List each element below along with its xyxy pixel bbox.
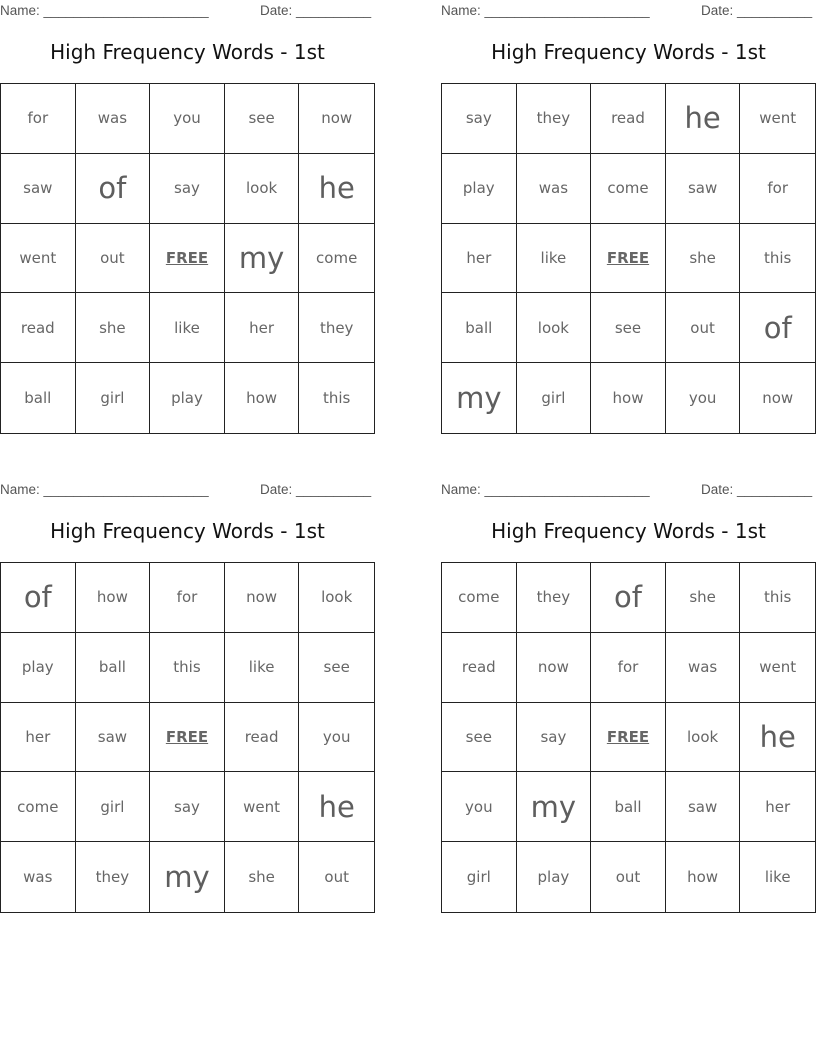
date-field-label: Date: __________ [260, 482, 372, 497]
date-field-label: Date: __________ [701, 482, 813, 497]
word-cell: girl [442, 842, 517, 912]
word-cell: for [150, 563, 225, 633]
word-cell: like [764, 868, 791, 887]
word-cell: now [517, 633, 592, 703]
word-cell: went [225, 772, 300, 842]
word-cell: like [517, 224, 592, 294]
word-cell: ball [442, 293, 517, 363]
word-cell: they [517, 563, 592, 633]
word-cell: say [442, 84, 517, 154]
word-cell: ball [76, 633, 151, 703]
word-cell: like [150, 293, 225, 363]
word-cell: read [442, 633, 517, 703]
word-cell: went [740, 84, 815, 154]
name-field-label: Name: ______________________ [0, 482, 209, 497]
word-cell: her [442, 224, 517, 294]
word-cell: of [591, 563, 666, 633]
word-cell: play [150, 363, 225, 433]
word-cell: you [666, 363, 741, 433]
free-space-cell: FREE [150, 703, 225, 773]
word-cell: see [591, 293, 666, 363]
bingo-card [441, 479, 816, 919]
word-cell: girl [517, 363, 592, 433]
word-cell: read [225, 703, 300, 773]
word-cell: of [740, 293, 815, 363]
word-cell: how [591, 363, 666, 433]
word-cell: he [740, 703, 815, 773]
word-cell: now [225, 563, 300, 633]
word-cell: they [517, 84, 592, 154]
free-space-cell: FREE [150, 224, 225, 294]
word-cell: play [442, 154, 517, 224]
word-cell: they [299, 293, 374, 363]
date-field-label: Date: __________ [701, 3, 813, 18]
word-cell: this [150, 633, 225, 703]
card-title: High Frequency Words - 1st [50, 40, 325, 64]
word-cell: for [591, 633, 666, 703]
word-cell: come [1, 772, 76, 842]
name-field-label: Name: ______________________ [441, 482, 650, 497]
word-cell: this [323, 389, 351, 408]
word-cell: saw [666, 154, 741, 224]
bingo-grid [441, 562, 816, 913]
name-field-label: Name: ______________________ [0, 3, 209, 18]
word-cell: like [225, 633, 300, 703]
word-cell: he [666, 84, 741, 154]
word-cell: he [299, 772, 374, 842]
word-cell: for [740, 154, 815, 224]
word-cell: come [591, 154, 666, 224]
word-cell: of [76, 154, 151, 224]
word-cell: see [299, 633, 374, 703]
bingo-card [0, 479, 375, 919]
word-cell: saw [76, 703, 151, 773]
word-cell: was [1, 842, 76, 912]
word-cell: of [1, 563, 76, 633]
word-cell: was [517, 154, 592, 224]
word-cell: come [299, 224, 374, 294]
word-cell: now [299, 84, 374, 154]
word-cell: her [740, 772, 815, 842]
word-cell: out [666, 293, 741, 363]
bingo-card [0, 0, 375, 440]
word-cell: out [324, 868, 349, 887]
word-cell: saw [1, 154, 76, 224]
word-cell: she [666, 563, 741, 633]
word-cell: she [666, 224, 741, 294]
word-cell: say [150, 772, 225, 842]
name-field-label: Name: ______________________ [441, 3, 650, 18]
card-title: High Frequency Words - 1st [491, 40, 766, 64]
word-cell: he [299, 154, 374, 224]
card-title: High Frequency Words - 1st [491, 519, 766, 543]
word-cell: see [225, 84, 300, 154]
word-cell: my [517, 772, 592, 842]
word-cell: how [225, 363, 300, 433]
word-cell: you [442, 772, 517, 842]
word-cell: her [1, 703, 76, 773]
word-cell: this [740, 224, 815, 294]
word-cell: was [666, 633, 741, 703]
word-cell: look [299, 563, 374, 633]
word-cell: she [76, 293, 151, 363]
free-space-cell: FREE [591, 224, 666, 294]
word-cell: her [225, 293, 300, 363]
word-cell: look [225, 154, 300, 224]
word-cell: she [225, 842, 300, 912]
word-cell: out [76, 224, 151, 294]
word-cell: you [150, 84, 225, 154]
word-cell: for [1, 84, 76, 154]
word-cell: look [666, 703, 741, 773]
word-cell: say [150, 154, 225, 224]
word-cell: girl [76, 772, 151, 842]
bingo-grid [0, 83, 375, 434]
card-title: High Frequency Words - 1st [50, 519, 325, 543]
word-cell: saw [666, 772, 741, 842]
word-cell: ball [591, 772, 666, 842]
word-cell: out [591, 842, 666, 912]
word-cell: you [299, 703, 374, 773]
word-cell: see [442, 703, 517, 773]
word-cell: look [517, 293, 592, 363]
bingo-grid [0, 562, 375, 913]
word-cell: how [666, 842, 741, 912]
bingo-grid [441, 83, 816, 434]
word-cell: play [517, 842, 592, 912]
word-cell: went [740, 633, 815, 703]
word-cell: now [762, 389, 794, 408]
word-cell: ball [1, 363, 76, 433]
word-cell: my [150, 842, 225, 912]
word-cell: girl [76, 363, 151, 433]
word-cell: come [442, 563, 517, 633]
word-cell: play [1, 633, 76, 703]
word-cell: how [76, 563, 151, 633]
word-cell: say [517, 703, 592, 773]
bingo-card [441, 0, 816, 440]
word-cell: this [740, 563, 815, 633]
word-cell: my [442, 363, 517, 433]
word-cell: my [225, 224, 300, 294]
word-cell: read [1, 293, 76, 363]
word-cell: they [76, 842, 151, 912]
word-cell: was [76, 84, 151, 154]
word-cell: read [591, 84, 666, 154]
date-field-label: Date: __________ [260, 3, 372, 18]
word-cell: went [1, 224, 76, 294]
free-space-cell: FREE [591, 703, 666, 773]
